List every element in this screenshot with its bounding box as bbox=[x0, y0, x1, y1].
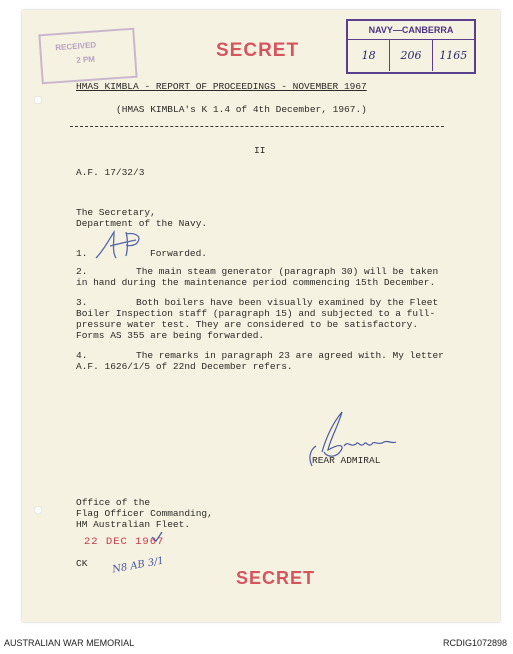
paragraph-text: Both boilers have been visually examined by the Fleet bbox=[136, 297, 439, 308]
section-number: II bbox=[254, 145, 266, 156]
signature-title: REAR ADMIRAL bbox=[312, 455, 381, 466]
initials-signature bbox=[92, 228, 150, 262]
addressee-line: Department of the Navy. bbox=[76, 218, 208, 229]
registry-cell: 18 bbox=[348, 40, 390, 71]
check-mark-icon bbox=[150, 530, 164, 544]
office-line: Office of the bbox=[76, 497, 151, 508]
navy-stamp-title: NAVY—CANBERRA bbox=[348, 21, 474, 40]
received-stamp-time: 2 PM bbox=[75, 54, 96, 65]
file-reference: A.F. 17/32/3 bbox=[76, 167, 145, 178]
paragraph-text: Boiler Inspection staff (paragraph 15) and subjected to a full- bbox=[76, 308, 436, 319]
document-title: HMAS KIMBLA - REPORT OF PROCEEDINGS - NOVEMBER 1967 bbox=[76, 81, 367, 92]
addressee-line: The Secretary, bbox=[76, 207, 156, 218]
secret-stamp-top: SECRET bbox=[216, 40, 300, 61]
paragraph-number: 1. bbox=[76, 248, 88, 259]
received-stamp-label: RECEIVED bbox=[55, 40, 97, 53]
paragraph-number: 2. bbox=[76, 266, 88, 277]
punch-hole bbox=[34, 96, 42, 104]
office-line: HM Australian Fleet. bbox=[76, 519, 191, 530]
paragraph-number: 3. bbox=[76, 297, 88, 308]
paragraph-text: Forwarded. bbox=[150, 248, 208, 259]
paragraph-text: in hand during the maintenance period commencing 15th December. bbox=[76, 277, 436, 288]
paragraph-text: pressure water test. They are considered to be satisfactory. bbox=[76, 319, 419, 330]
paragraph-text: The remarks in paragraph 23 are agreed with. My letter bbox=[136, 350, 444, 361]
handwritten-file-note: N8 AB 3/1 bbox=[111, 555, 165, 576]
registry-cell: 206 bbox=[390, 40, 432, 71]
paragraph-text: Forms AS 355 are being forwarded. bbox=[76, 330, 265, 341]
punch-hole bbox=[34, 506, 42, 514]
footer-record-id: RCDIG1072898 bbox=[442, 638, 507, 648]
paragraph-text: The main steam generator (paragraph 30) will be taken bbox=[136, 266, 439, 277]
registry-cell: 1165 bbox=[439, 49, 468, 62]
received-stamp bbox=[38, 28, 137, 85]
paragraph-number: 4. bbox=[76, 350, 88, 361]
paragraph-text: A.F. 1626/1/5 of 22nd December refers. bbox=[76, 361, 293, 372]
office-line: Flag Officer Commanding, bbox=[76, 508, 213, 519]
date-stamp: 22 DEC 1967 bbox=[84, 536, 165, 548]
reference-line: (HMAS KIMBLA's K 1.4 of 4th December, 1967.) bbox=[116, 104, 367, 115]
secret-stamp-bottom: SECRET bbox=[236, 568, 316, 588]
navy-registry-stamp bbox=[346, 19, 476, 74]
dashed-divider bbox=[70, 126, 444, 127]
typist-initials: CK bbox=[76, 558, 88, 569]
footer-archive-label: AUSTRALIAN WAR MEMORIAL bbox=[4, 638, 135, 648]
